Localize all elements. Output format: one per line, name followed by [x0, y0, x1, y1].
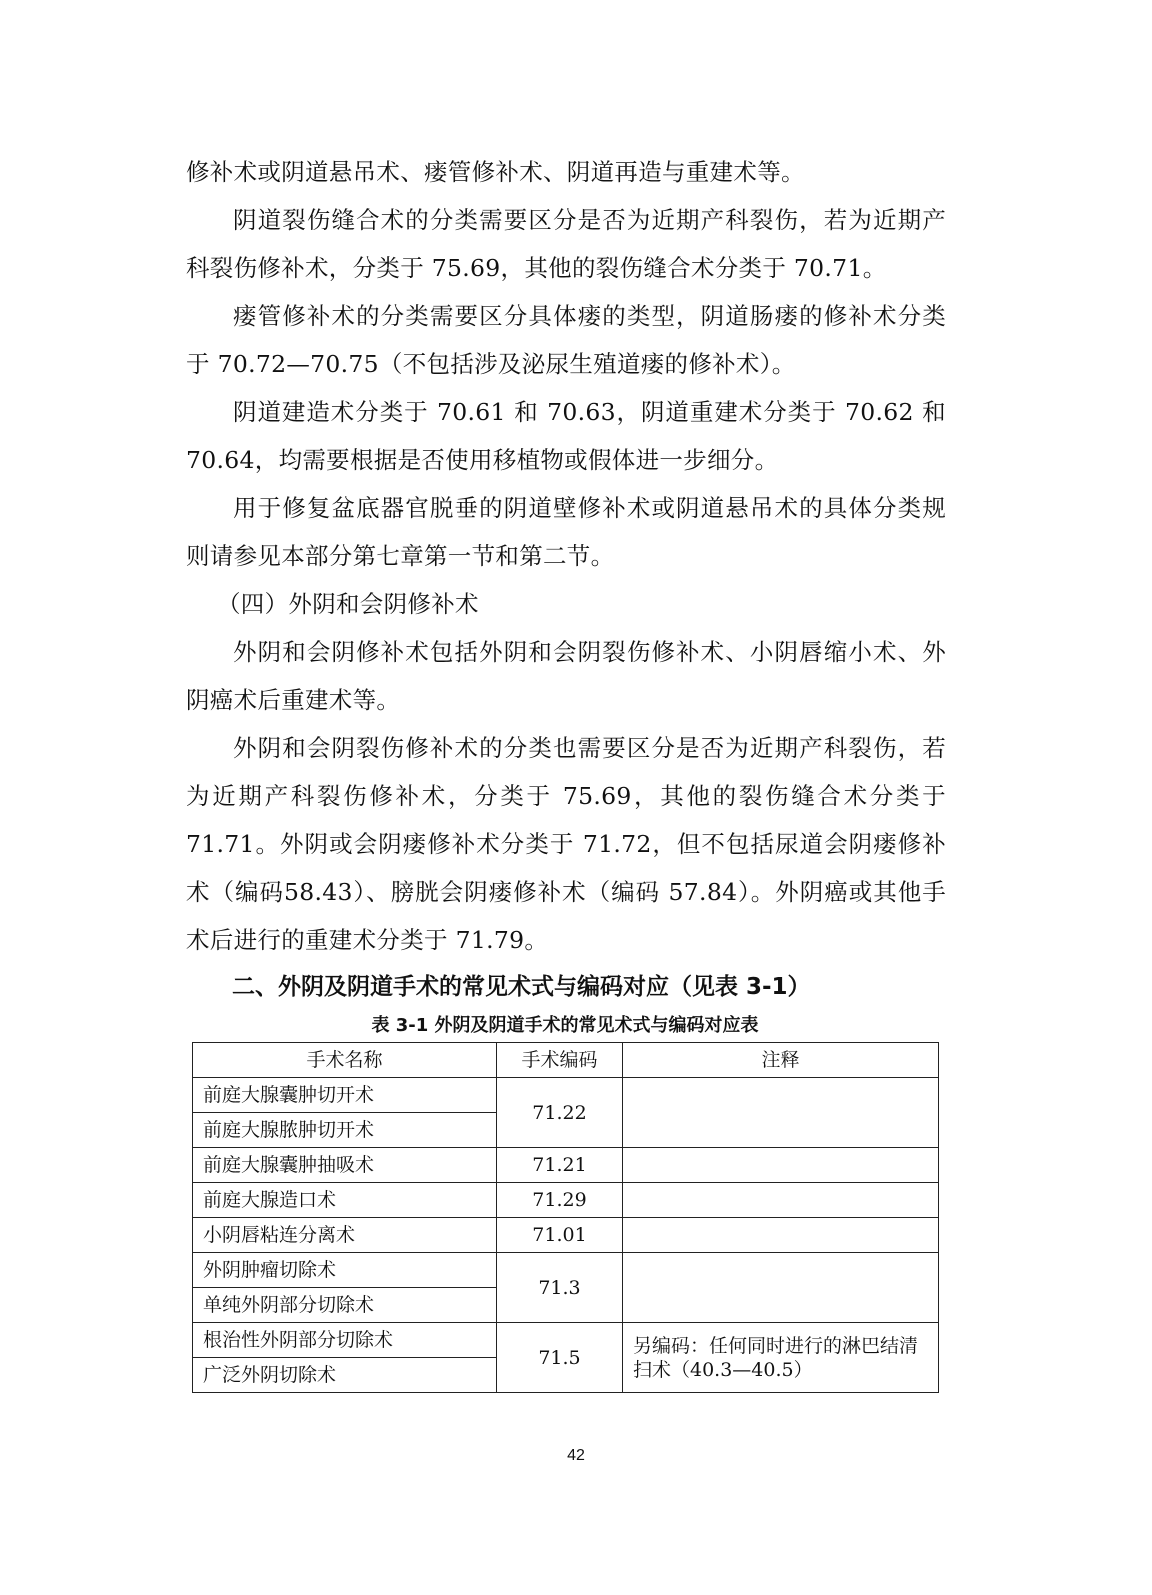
surgery-name-cell: 前庭大腺脓肿切开术	[193, 1113, 497, 1148]
table-row	[193, 1078, 939, 1113]
surgery-code-cell: 71.01	[497, 1218, 623, 1253]
note-cell	[623, 1148, 939, 1183]
table-row	[193, 1253, 939, 1288]
table-row	[193, 1218, 939, 1253]
surgery-name-cell: 前庭大腺囊肿切开术	[193, 1078, 497, 1113]
surgery-name-cell: 根治性外阴部分切除术	[193, 1323, 497, 1358]
note-cell	[623, 1218, 939, 1253]
surgery-code-cell: 71.22	[497, 1078, 623, 1148]
paragraph-vulva-laceration: 外阴和会阴裂伤修补术的分类也需要区分是否为近期产科裂伤，若为近期产科裂伤修补术，分类于 75.69，其他的裂伤缝合术分类于 71.71。外阴或会阴瘘修补术分类于 71.72，但不包括尿道会阴瘘修补术（编码58.43）、膀胱会阴瘘修补术（编码 57.84）。外阴癌或其他手术后进行的重建术分类于 71.79。	[186, 734, 946, 954]
surgery-name-cell: 广泛外阴切除术	[193, 1358, 497, 1393]
surgery-name-cell: 单纯外阴部分切除术	[193, 1288, 497, 1323]
surgery-code-cell: 71.29	[497, 1183, 623, 1218]
surgery-name-cell: 外阴肿瘤切除术	[193, 1253, 497, 1288]
table-row	[193, 1323, 939, 1358]
surgery-code-cell: 71.21	[497, 1148, 623, 1183]
surgery-name-cell: 小阴唇粘连分离术	[193, 1218, 497, 1253]
surgery-name-cell: 前庭大腺造口术	[193, 1183, 497, 1218]
paragraph-vulva-repair-scope: 外阴和会阴修补术包括外阴和会阴裂伤修补术、小阴唇缩小术、外阴癌术后重建术等。	[186, 638, 946, 714]
paragraph-continuation: 修补术或阴道悬吊术、瘘管修补术、阴道再造与重建术等。	[186, 158, 805, 186]
table-row	[193, 1183, 939, 1218]
section-heading: 二、外阴及阴道手术的常见术式与编码对应（见表 3-1）	[232, 974, 811, 1000]
table-row	[193, 1148, 939, 1183]
table-header-row	[193, 1043, 939, 1078]
surgery-code-cell: 71.5	[497, 1323, 623, 1393]
page-number: 42	[567, 1447, 585, 1464]
paragraph-vaginal-construction: 阴道建造术分类于 70.61 和 70.63，阴道重建术分类于 70.62 和 70.64，均需要根据是否使用移植物或假体进一步细分。	[186, 398, 946, 474]
surgery-code-cell: 71.3	[497, 1253, 623, 1323]
header-surgery-code: 手术编码	[497, 1043, 623, 1078]
document-body	[186, 148, 946, 964]
header-surgery-name: 手术名称	[193, 1043, 497, 1078]
paragraph-fistula-repair: 瘘管修补术的分类需要区分具体瘘的类型，阴道肠瘘的修补术分类于 70.72—70.75（不包括涉及泌尿生殖道瘘的修补术）。	[186, 302, 946, 378]
table-caption: 表 3-1 外阴及阴道手术的常见术式与编码对应表	[371, 1015, 759, 1036]
paragraph-pelvic-prolapse: 用于修复盆底器官脱垂的阴道壁修补术或阴道悬吊术的具体分类规则请参见本部分第七章第一节和第二节。	[186, 494, 946, 570]
surgery-name-cell: 前庭大腺囊肿抽吸术	[193, 1148, 497, 1183]
note-cell	[623, 1183, 939, 1218]
subsection-heading: （四）外阴和会阴修补术	[217, 590, 479, 618]
paragraph-vaginal-laceration: 阴道裂伤缝合术的分类需要区分是否为近期产科裂伤，若为近期产科裂伤修补术，分类于 75.69，其他的裂伤缝合术分类于 70.71。	[186, 206, 946, 282]
surgery-code-table	[192, 1042, 939, 1393]
note-cell	[623, 1078, 939, 1148]
note-cell: 另编码：任何同时进行的淋巴结清扫术（40.3—40.5）	[623, 1323, 939, 1393]
header-note: 注释	[623, 1043, 939, 1078]
note-cell	[623, 1253, 939, 1323]
